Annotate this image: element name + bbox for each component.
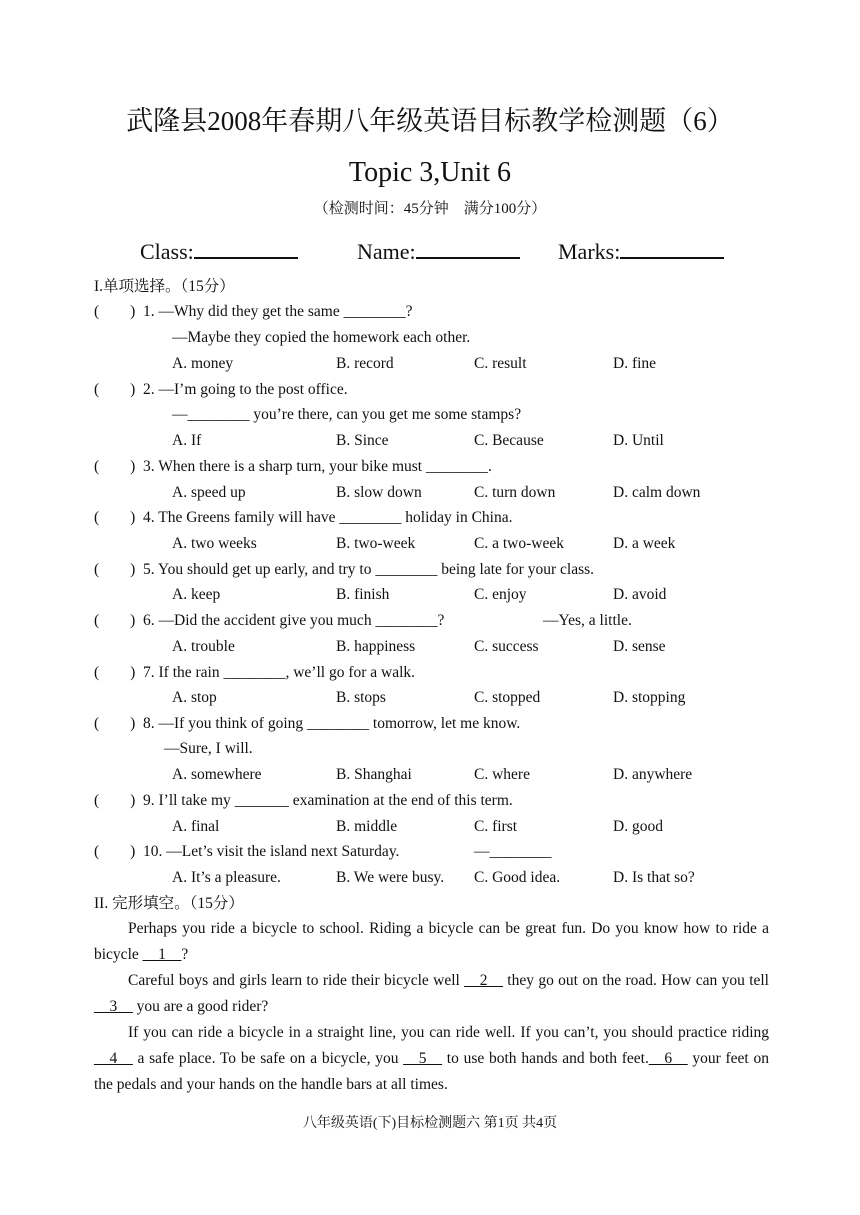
question-stem: 8. —If you think of going ________ tomorrow, let me know. [143,715,521,732]
page-subtitle: Topic 3,Unit 6 [348,157,512,188]
cloze-paragraph-2: Careful boys and girls learn to ride their bicycle well __2__ they go out on the road. How can you tell __3__ you are a good rider? [94,972,769,1015]
name-field: Name: [357,233,520,268]
marks-field: Marks: [558,233,724,268]
option-a: A. trouble [172,638,235,655]
option-b: B. two-week [336,535,416,552]
option-c: C. Because [474,432,544,449]
option-d: D. fine [613,355,657,372]
option-c: C. a two-week [474,535,564,552]
answer-paren: ( ) [94,715,136,732]
cloze-paragraph-3: If you can ride a bicycle in a straight line, you can ride well. If you can’t, you should practice riding __4__ a safe place. To be safe on a bicycle, you __5__ to use both hands and both feet.__6__ your feet on the pedals and your hands on the handle bars at all times. [94,1024,770,1093]
question-stem: 5. You should get up early, and try to ________ being late for your class. [143,561,595,578]
option-c: C. where [474,766,530,783]
option-d: D. Until [613,432,664,449]
option-a: A. money [172,355,234,372]
section2-heading: II. 完形填空。（15分） [94,895,244,912]
option-d: D. anywhere [613,766,693,783]
option-d: D. good [613,818,663,835]
option-b: B. happiness [336,638,416,655]
answer-paren: ( ) [94,303,136,320]
page-title: 武隆县2008年春期八年级英语目标教学检测题（6） [126,106,734,136]
cloze-blank-4: __4__ [94,1049,133,1067]
cloze-blank-3: __3__ [94,997,133,1015]
question-stem: 4. The Greens family will have ________ holiday in China. [143,509,513,526]
option-b: B. Shanghai [336,766,412,783]
answer-paren: ( ) [94,664,136,681]
cloze-blank-6: __6__ [648,1049,688,1067]
option-d: D. stopping [613,689,686,706]
question-stem: 1. —Why did they get the same ________? [143,303,413,320]
option-b: B. stops [336,689,386,706]
question-reply: —________ [474,843,552,860]
option-a: A. keep [172,586,221,603]
option-b: B. We were busy. [336,869,445,886]
section1-heading: I.单项选择。（15分） [94,278,235,295]
question-stem: 6. —Did the accident give you much ________? [143,612,445,629]
option-c: C. success [474,638,539,655]
option-b: B. Since [336,432,389,449]
page-footer: 八年级英语(下)目标检测题六 第1页 共4页 [302,1116,558,1131]
option-d: D. calm down [613,484,701,501]
question-stem: 3. When there is a sharp turn, your bike must ________. [143,458,492,475]
option-a: A. speed up [172,484,246,501]
option-d: D. a week [613,535,676,552]
option-d: D. avoid [613,586,667,603]
option-a: A. final [172,818,220,835]
option-a: A. stop [172,689,217,706]
option-a: A. somewhere [172,766,262,783]
question-reply: —Yes, a little. [543,612,632,629]
marks-blank [620,233,724,259]
option-c: C. Good idea. [474,869,561,886]
cloze-blank-2: __2__ [464,972,503,989]
class-blank [194,233,298,259]
option-d: D. sense [613,638,666,655]
option-c: C. first [474,818,518,835]
answer-paren: ( ) [94,509,136,526]
option-d: D. Is that so? [613,869,695,886]
class-field: Class: [140,233,298,268]
answer-paren: ( ) [94,792,136,809]
option-c: C. turn down [474,484,556,501]
answer-paren: ( ) [94,561,136,578]
cloze-paragraph-1: Perhaps you ride a bicycle to school. Riding a bicycle can be great fun. Do you know how to ride a bicycle __1__? [94,920,769,963]
question-stem: 7. If the rain ________, we’ll go for a walk. [143,664,416,681]
answer-paren: ( ) [94,381,136,398]
option-a: A. It’s a pleasure. [172,869,281,886]
name-blank [416,233,520,259]
option-b: B. finish [336,586,390,603]
cloze-blank-5: __5__ [403,1049,442,1067]
cloze-blank-1: __1__ [142,945,182,963]
option-a: A. If [172,432,202,449]
option-b: B. record [336,355,394,372]
question-stem: 2. —I’m going to the post office. [143,381,348,398]
answer-paren: ( ) [94,458,136,475]
option-c: C. stopped [474,689,541,706]
option-c: C. result [474,355,527,372]
question-stem: 9. I’ll take my _______ examination at the end of this term. [143,792,513,809]
exam-meta: （检测时间：45分钟 满分100分） [313,201,547,217]
answer-paren: ( ) [94,612,136,629]
option-b: B. middle [336,818,398,835]
option-b: B. slow down [336,484,422,501]
question-stem-line2: —Maybe they copied the homework each other. [172,329,471,346]
question-stem: 10. —Let’s visit the island next Saturday. [143,843,400,860]
answer-paren: ( ) [94,843,136,860]
option-c: C. enjoy [474,586,527,603]
option-a: A. two weeks [172,535,257,552]
question-stem-line2: —________ you’re there, can you get me some stamps? [172,406,522,423]
question-stem-line2: —Sure, I will. [164,740,253,757]
